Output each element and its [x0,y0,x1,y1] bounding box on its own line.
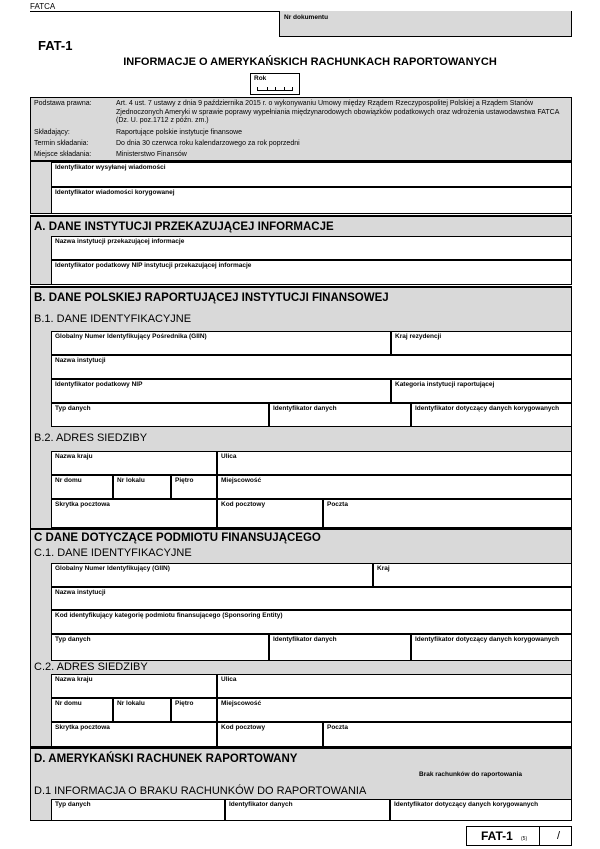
b-country-name-field[interactable]: Nazwa kraju [51,451,217,475]
c-sponsor-code-field[interactable]: Kod identyfikujący kategorię podmiotu finansującego (Sponsoring Entity) [51,610,572,634]
footer-divider [539,827,540,845]
year-field[interactable] [250,73,300,95]
place-label: Miejsce składania: [34,151,92,158]
c-street-field[interactable]: Ulica [217,674,572,698]
d-data-id-field[interactable]: Identyfikator danych [225,799,390,821]
b-postcode-field[interactable]: Kod pocztowy [217,499,323,528]
section-a [30,215,572,285]
deadline-label: Termin składania: [34,140,89,147]
footer-form-code: FAT-1 [481,829,513,843]
form-title: INFORMACJE O AMERYKAŃSKICH RACHUNKACH RAPORTOWANYCH [123,56,497,68]
doc-number-label: Nr dokumentu [284,14,329,21]
section-b-title: B. DANE POLSKIEJ RAPORTUJĄCEJ INSTYTUCJI FINANSOWEJ [34,292,389,304]
basis-label: Podstawa prawna: [34,100,92,107]
footer-version: (5) [521,836,528,842]
c-giin-field[interactable]: Globalny Numer Identyfikujący (GIIN) [51,563,373,587]
b-post-field[interactable]: Poczta [323,499,572,528]
c-floor-field[interactable]: Piętro [171,698,217,722]
corrected-message-id-field[interactable]: Identyfikator wiadomości korygowanej [51,187,572,214]
b-corr-id-field[interactable]: Identyfikator dotyczący danych korygowanych [411,403,572,427]
section-c-title: C DANE DOTYCZĄCE PODMIOTU FINANSUJĄCEGO [34,532,321,544]
c-postcode-field[interactable]: Kod pocztowy [217,722,323,747]
b-institution-name-field[interactable]: Nazwa instytucji [51,355,572,379]
b-data-type-field[interactable]: Typ danych [51,403,269,427]
a-institution-name-field[interactable]: Nazwa instytucji przekazującej informacje [51,236,572,260]
deadline-value: Do dnia 30 czerwca roku kalendarzowego za rok poprzedni [116,140,300,147]
b-city-field[interactable]: Miejscowość [217,475,572,499]
section-d-title: D. AMERYKAŃSKI RACHUNEK RAPORTOWANY [34,753,298,765]
d-data-type-field[interactable]: Typ danych [51,799,225,821]
c1-title: C.1. DANE IDENTYFIKACYJNE [34,547,192,559]
b-nip-field[interactable]: Identyfikator podatkowy NIP [51,379,391,403]
d1-title: D.1 INFORMACJA O BRAKU RACHUNKÓW DO RAPORTOWANIA [34,785,367,797]
c-city-field[interactable]: Miejscowość [217,698,572,722]
c-house-field[interactable]: Nr domu [51,698,113,722]
section-c [30,528,572,747]
section-d [30,747,572,821]
b2-title: B.2. ADRES SIEDZIBY [34,432,148,444]
b-street-field[interactable]: Ulica [217,451,572,475]
message-id-field[interactable]: Identyfikator wysyłanej wiadomości [51,162,572,187]
filer-value: Raportujące polskie instytucje finansowe [116,129,243,136]
basis-value: Art. 4 ust. 7 ustawy z dnia 9 października 2015 r. o wykonywaniu Umowy między Rządem Rzeczypospolitej Polskiej a Rządem Stanów Zjednoczonych Ameryki w sprawie poprawy wypełniania międzynarodowych obowiązków podatkowych oraz wdrożenia ustawodawstwa FATCA (Dz. U. poz.1712 z późn. zm.) [116,100,560,124]
c-post-field[interactable]: Poczta [323,722,572,747]
c-pobox-field[interactable]: Skrytka pocztowa [51,722,217,747]
b-flat-field[interactable]: Nr lokalu [113,475,171,499]
b-pobox-field[interactable]: Skrytka pocztowa [51,499,217,528]
c-data-id-field[interactable]: Identyfikator danych [269,634,411,661]
section-b [30,286,572,529]
b-data-id-field[interactable]: Identyfikator danych [269,403,411,427]
legal-basis-block [30,97,572,161]
filer-label: Składający: [34,129,70,136]
a-nip-field[interactable]: Identyfikator podatkowy NIP instytucji przekazującej informacje [51,260,572,285]
fatca-label: FATCA [30,2,56,11]
b1-title: B.1. DANE IDENTYFIKACYJNE [34,313,192,325]
c-corr-id-field[interactable]: Identyfikator dotyczący danych korygowanych [411,634,572,661]
year-digit-ticks [257,87,293,91]
d-corr-id-field[interactable]: Identyfikator dotyczący danych korygowanych [390,799,572,821]
footer-page-slash: / [557,830,561,842]
b-house-field[interactable]: Nr domu [51,475,113,499]
c2-title: C.2. ADRES SIEDZIBY [34,661,148,673]
c-flat-field[interactable]: Nr lokalu [113,698,171,722]
year-label: Rok [254,75,267,82]
c-data-type-field[interactable]: Typ danych [51,634,269,661]
section-a-title: A. DANE INSTYTUCJI PRZEKAZUJĄCEJ INFORMACJE [34,221,334,233]
message-ids-block [30,161,572,214]
doc-number-box[interactable] [279,11,572,37]
no-accounts-label: Brak rachunków do raportowania [419,771,522,778]
c-country-name-field[interactable]: Nazwa kraju [51,674,217,698]
c-country-field[interactable]: Kraj [373,563,572,587]
form-code: FAT-1 [38,38,73,53]
b-giin-field[interactable]: Globalny Numer Identyfikujący Pośrednika (GIIN) [51,331,391,355]
b-floor-field[interactable]: Piętro [171,475,217,499]
place-value: Ministerstwo Finansów [116,151,187,158]
b-country-field[interactable]: Kraj rezydencji [391,331,572,355]
footer-form-code-box [466,826,572,846]
b-category-field[interactable]: Kategoria instytucji raportującej [391,379,572,403]
c-institution-name-field[interactable]: Nazwa instytucji [51,587,572,610]
